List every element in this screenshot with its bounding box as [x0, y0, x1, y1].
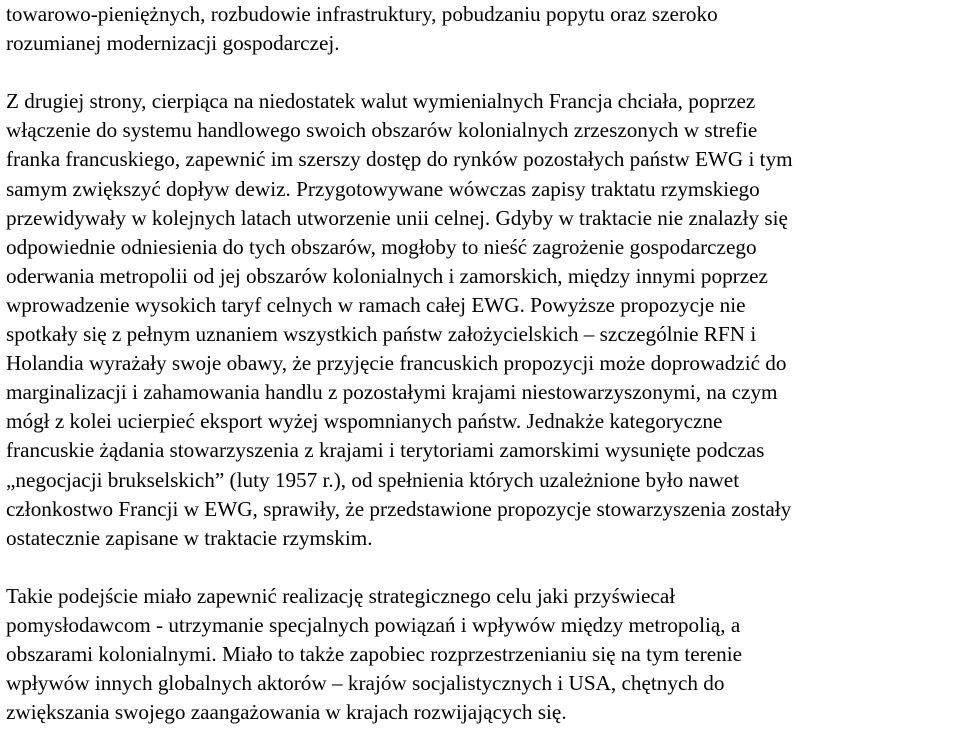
- text-line: spotkały się z pełnym uznaniem wszystkich państw założycielskich – szczególnie RFN i: [6, 322, 757, 347]
- text-line: wprowadzenie wysokich taryf celnych w ramach całej EWG. Powyższe propozycje nie: [6, 292, 746, 317]
- text-line: odpowiednie odniesienia do tych obszarów, mogłoby to nieść zagrożenie gospodarczego: [6, 234, 757, 259]
- text-line: „negocjacji brukselskich” (luty 1957 r.), od spełnienia których uzależnione było nawet: [6, 467, 740, 492]
- paragraph-2: [6, 87, 958, 553]
- text-line: rozumianej modernizacji gospodarczej.: [6, 31, 340, 56]
- text-line: franka francuskiego, zapewnić im szerszy dostęp do rynków pozostałych państw EWG i tym: [6, 147, 793, 172]
- text-line: zwiększania swojego zaangażowania w krajach rozwijających się.: [6, 700, 567, 725]
- paragraph-3: [6, 582, 958, 727]
- paragraph-1: [6, 0, 958, 58]
- text-line: obszarami kolonialnymi. Miało to także zapobiec rozprzestrzenianiu się na tym terenie: [6, 642, 742, 667]
- text-line: przewidywały w kolejnych latach utworzenie unii celnej. Gdyby w traktacie nie znalazły się: [6, 205, 788, 230]
- text-line: Z drugiej strony, cierpiąca na niedostatek walut wymienialnych Francja chciała, poprzez: [6, 89, 756, 114]
- paragraph-spacer: [6, 58, 958, 87]
- text-line: członkostwo Francji w EWG, sprawiły, że przedstawione propozycje stowarzyszenia zostały: [6, 496, 792, 521]
- text-line: marginalizacji i zahamowania handlu z pozostałymi krajami niestowarzyszonymi, na czym: [6, 380, 778, 405]
- text-line: wpływów innych globalnych aktorów – krajów socjalistycznych i USA, chętnych do: [6, 671, 725, 696]
- text-line: towarowo-pieniężnych, rozbudowie infrastruktury, pobudzaniu popytu oraz szeroko: [6, 2, 718, 26]
- text-line: Takie podejście miało zapewnić realizację strategicznego celu jaki przyświecał: [6, 583, 676, 608]
- text-line: samym zwiększyć dopływ dewiz. Przygotowywane wówczas zapisy traktatu rzymskiego: [6, 176, 760, 201]
- text-line: Holandia wyrażały swoje obawy, że przyjęcie francuskich propozycji może doprowadzić do: [6, 351, 787, 376]
- document-page: [6, 0, 958, 727]
- text-line: ostatecznie zapisane w traktacie rzymskim.: [6, 525, 373, 550]
- paragraph-spacer: [6, 553, 958, 582]
- text-line: mógł z kolei ucierpieć eksport wyżej wspomnianych państw. Jednakże kategoryczne: [6, 409, 723, 434]
- text-line: pomysłodawcom - utrzymanie specjalnych powiązań i wpływów między metropolią, a: [6, 612, 741, 637]
- text-line: włączenie do systemu handlowego swoich obszarów kolonialnych zrzeszonych w strefie: [6, 118, 758, 143]
- text-line: francuskie żądania stowarzyszenia z krajami i terytoriami zamorskimi wysunięte podczas: [6, 438, 765, 463]
- text-line: oderwania metropolii od jej obszarów kolonialnych i zamorskich, między innymi poprzez: [6, 263, 768, 288]
